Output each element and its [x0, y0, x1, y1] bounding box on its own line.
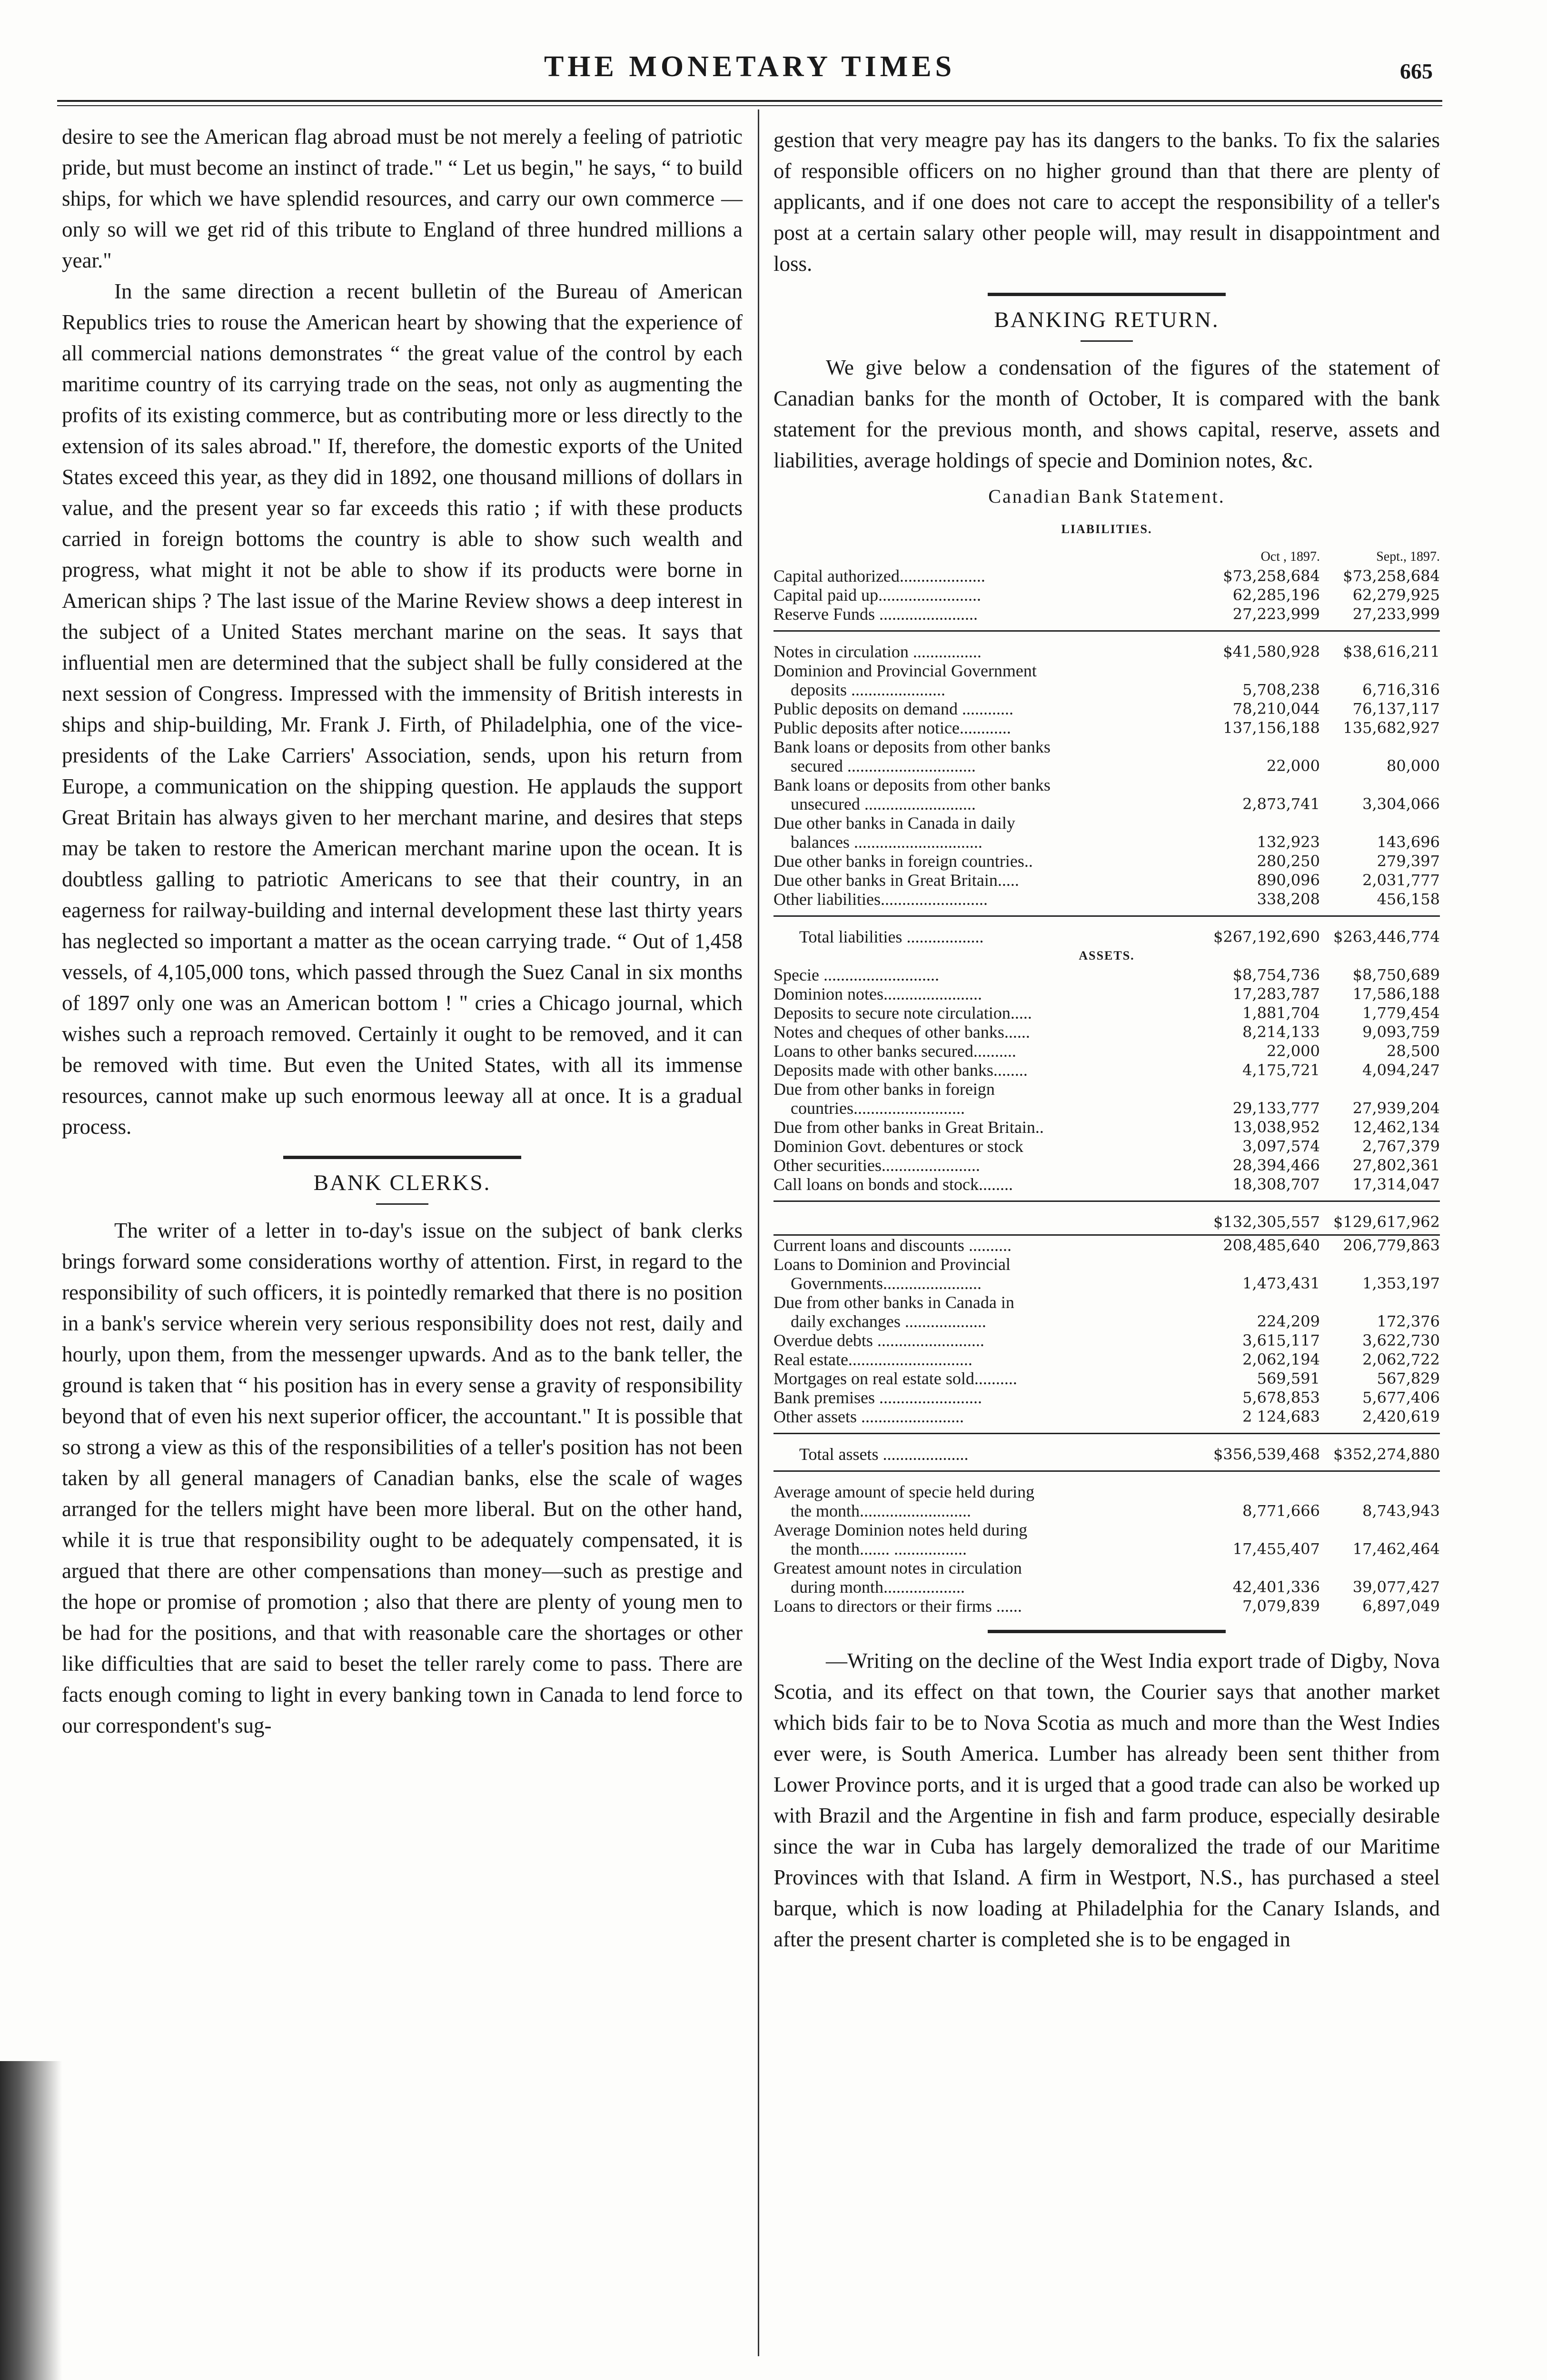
table-row [774, 1331, 1440, 1350]
row-label: Due from other banks in Great Britain.. [774, 1118, 1044, 1137]
value-sept [1320, 1293, 1440, 1312]
section-heading-bank-clerks: BANK CLERKS. [313, 1170, 491, 1195]
row-label: deposits ...................... [774, 680, 946, 699]
value-oct [1200, 1255, 1320, 1274]
row-label: Mortgages on real estate sold.......... [774, 1369, 1017, 1388]
value-oct: 2,062,194 [1242, 1350, 1320, 1368]
table-row [774, 1350, 1440, 1369]
value-oct: 5,678,853 [1242, 1388, 1320, 1407]
row-label: Dominion notes....................... [774, 984, 982, 1003]
table-row [774, 1520, 1440, 1539]
more-assets-rows [774, 1235, 1440, 1427]
table-row [774, 661, 1440, 680]
table-row [774, 566, 1440, 585]
row-label: secured .............................. [774, 756, 976, 775]
assets-rows [774, 965, 1440, 1194]
value-sept: $73,258,684 [1343, 567, 1440, 585]
table-rule [774, 1464, 1440, 1471]
table-row [774, 605, 1440, 624]
row-label: Notes in circulation ................ [774, 642, 982, 661]
value-sept: 6,716,316 [1362, 681, 1440, 699]
liabilities-heading: LIABILITIES. [1061, 522, 1152, 536]
table-rule [774, 624, 1440, 631]
table-row [774, 680, 1440, 699]
value-oct: 137,156,188 [1223, 719, 1320, 737]
value-sept [1320, 775, 1440, 794]
value-oct: 2 124,683 [1242, 1408, 1320, 1426]
value-oct [1200, 1293, 1320, 1312]
table-rule [774, 1231, 1440, 1235]
row-label: Reserve Funds ....................... [774, 605, 978, 624]
value-sept: 456,158 [1377, 890, 1440, 908]
value-sept [1320, 1482, 1440, 1501]
row-label: Dominion and Provincial Government [774, 661, 1037, 680]
value-oct: 338,208 [1257, 890, 1320, 908]
value-sept: 1,779,454 [1362, 1004, 1440, 1022]
value-oct: $267,192,690 [1213, 928, 1320, 946]
value-oct: 62,285,196 [1232, 586, 1320, 604]
section-rule [988, 293, 1226, 296]
value-oct: 22,000 [1267, 1042, 1320, 1060]
value-oct: 2,873,741 [1242, 795, 1320, 813]
value-sept: 2,031,777 [1362, 871, 1440, 889]
table-row [774, 1407, 1440, 1426]
value-sept: 12,462,134 [1352, 1118, 1440, 1136]
value-sept: 9,093,759 [1362, 1023, 1440, 1041]
value-sept [1320, 813, 1440, 833]
assets-subtotal-row [774, 1212, 1440, 1231]
row-label: Other liabilities......................... [774, 890, 988, 909]
row-label: daily exchanges ................... [774, 1312, 986, 1331]
table-row [774, 852, 1440, 871]
table-row [774, 833, 1440, 852]
row-label: Total liabilities .................. [774, 927, 984, 946]
row-label: Loans to Dominion and Provincial [774, 1255, 1011, 1274]
table-row [774, 1577, 1440, 1597]
value-oct: 42,401,336 [1232, 1578, 1320, 1596]
table-row [774, 1137, 1440, 1156]
right-column [774, 125, 1440, 1955]
value-oct: $356,539,468 [1213, 1445, 1320, 1463]
assets-heading: ASSETS. [1079, 949, 1135, 962]
row-label: unsecured .......................... [774, 794, 976, 813]
row-label: Loans to directors or their firms ...... [774, 1597, 1022, 1616]
left-paragraph-3: The writer of a letter in to-day's issue on the subject of bank clerks brings forward some considerations worthy of attention. First, in regard to the responsibility of such officers, it is pointedly remarked that there is no position in a bank's service wherein very serious responsibility does not rest, daily and hourly, upon them, from the messenger upwards. And as to the bank teller, the ground is taken that “ his position has in every sense a gravity of responsibility beyond that of even his next superior officer, the accountant." It is possible that so strong a view as this of the responsibilities of a teller's position has not been taken by all general managers of Canadian banks, else the scale of wages arranged for the tellers might have been more liberal. But on the other hand, while it is true that responsibility ought to be adequately compensated, it is argued that there are other compensations than money—such as prestige and the hope or promise of promotion ; also that there are plenty of young men to be had for the positions, and that with reasonable care the shortages or other like difficulties that are said to beset the teller rarely come to pass. There are facts enough coming to light in every banking town in Canada to lend force to our correspondent's sug- [62, 1219, 743, 1737]
value-sept: 27,802,361 [1352, 1156, 1440, 1174]
value-oct: 1,881,704 [1242, 1004, 1320, 1022]
table-rule [774, 909, 1440, 916]
table-row [774, 984, 1440, 1003]
value-oct: 5,708,238 [1242, 681, 1320, 699]
value-oct: 28,394,466 [1232, 1156, 1320, 1174]
table-row [774, 1369, 1440, 1388]
row-label: Due other banks in Canada in daily [774, 813, 1015, 833]
total-liabilities-row [774, 927, 1440, 946]
row-label: Current loans and discounts .......... [774, 1236, 1012, 1255]
value-oct: 27,223,999 [1232, 605, 1320, 623]
value-oct [1200, 1080, 1320, 1099]
row-label: Greatest amount notes in circulation [774, 1558, 1022, 1577]
value-sept [1320, 737, 1440, 756]
table-row [774, 1501, 1440, 1520]
row-label: Real estate............................. [774, 1350, 972, 1369]
section-rule [283, 1156, 521, 1159]
table-row [774, 737, 1440, 756]
value-sept: 279,397 [1377, 852, 1440, 870]
value-oct: $41,580,928 [1223, 643, 1320, 661]
value-sept: 80,000 [1387, 757, 1440, 775]
value-sept: 8,743,943 [1362, 1502, 1440, 1520]
row-label: Capital paid up........................ [774, 585, 981, 605]
value-sept: 2,420,619 [1362, 1408, 1440, 1426]
row-label: Public deposits on demand ............ [774, 699, 1013, 718]
section-subrule [376, 1203, 428, 1205]
value-oct: 22,000 [1267, 757, 1320, 775]
value-sept: 172,376 [1377, 1312, 1440, 1330]
value-sept: 1,353,197 [1362, 1274, 1440, 1292]
table-row [774, 1041, 1440, 1061]
averages-rows [774, 1482, 1440, 1616]
value-oct: 224,209 [1257, 1312, 1320, 1330]
value-oct [1200, 1520, 1320, 1539]
value-oct: 3,097,574 [1242, 1137, 1320, 1155]
row-label: Other assets ........................ [774, 1407, 964, 1426]
table-row-subtotal [774, 1212, 1440, 1231]
table-row [774, 756, 1440, 775]
table-row [774, 1558, 1440, 1577]
table-title: Canadian Bank Statement. [988, 486, 1225, 507]
row-label: Overdue debts ......................... [774, 1331, 984, 1350]
value-oct [1200, 661, 1320, 680]
row-label: Notes and cheques of other banks...... [774, 1022, 1030, 1041]
value-sept: $352,274,880 [1333, 1445, 1440, 1463]
value-sept: 28,500 [1387, 1042, 1440, 1060]
table-row [774, 699, 1440, 718]
value-sept: $129,617,962 [1333, 1213, 1440, 1231]
row-label [774, 1212, 1200, 1231]
value-sept: 5,677,406 [1362, 1388, 1440, 1407]
value-oct: 4,175,721 [1242, 1061, 1320, 1079]
page-edge-shadow [0, 2061, 62, 2380]
value-sept: 2,767,379 [1362, 1137, 1440, 1155]
header-rule-thin [57, 105, 1442, 106]
section-rule [988, 1630, 1226, 1633]
masthead-title: THE MONETARY TIMES [544, 50, 956, 83]
value-sept: $8,750,689 [1352, 966, 1440, 984]
value-oct: 208,485,640 [1223, 1236, 1320, 1254]
row-label: balances .............................. [774, 833, 982, 852]
value-sept: 3,304,066 [1362, 795, 1440, 813]
column-divider [758, 109, 759, 2356]
row-label: countries.......................... [774, 1099, 965, 1118]
value-sept [1320, 1255, 1440, 1274]
row-label: Deposits to secure note circulation..... [774, 1003, 1032, 1022]
value-sept: 2,062,722 [1362, 1350, 1440, 1368]
bank-statement-table [774, 547, 1440, 1616]
value-oct [1200, 1482, 1320, 1501]
value-sept [1320, 1558, 1440, 1577]
value-sept: 143,696 [1377, 833, 1440, 851]
row-label: the month.......................... [774, 1501, 971, 1520]
value-oct: 569,591 [1257, 1369, 1320, 1388]
table-row [774, 642, 1440, 661]
value-sept: 76,137,117 [1352, 700, 1440, 718]
table-row [774, 1175, 1440, 1194]
value-oct: $132,305,557 [1213, 1213, 1320, 1231]
table-row [774, 1388, 1440, 1407]
table-row-total [774, 927, 1440, 946]
row-label: Public deposits after notice............ [774, 718, 1011, 737]
table-row [774, 871, 1440, 890]
page-number: 665 [1400, 59, 1433, 83]
value-sept: 62,279,925 [1352, 586, 1440, 604]
value-sept: 567,829 [1377, 1369, 1440, 1388]
right-paragraph-3: —Writing on the decline of the West India export trade of Digby, Nova Scotia, and its effect on that town, the Courier says that another market which bids fair to be to Nova Scotia as much and more than the West Indies ever were, is South America. Lumber has already been sent thither from Lower Province ports, and it is urged that a good trade can also be worked up with Brazil and the Argentine in fish and farm produce, especially desirable since the war in Cuba has largely demoralized the trade of our Maritime Provinces with that Island. A firm in Westport, N.S., has purchased a steel barque, which is now loading at Philadelphia for the Canary Islands, and after the present charter is completed she is to be engaged in [774, 1649, 1440, 1951]
table-row [774, 890, 1440, 909]
left-paragraph-1: desire to see the American flag abroad must be not merely a feeling of patriotic pride, but must become an instinct of trade." “ Let us begin," he says, “ to build ships, for which we have splendid resources, and carry our own commerce —only so will we get rid of this tribute to England of three hundred millions a year." [62, 125, 743, 272]
value-sept: 206,779,863 [1343, 1236, 1440, 1254]
row-label: the month....... ................. [774, 1539, 967, 1558]
right-paragraph-1: gestion that very meagre pay has its dangers to the banks. To fix the salaries of responsible officers on no higher ground than that there are plenty of applicants, and if one does not care to accept the responsibility of a teller's post at a certain salary other people will, may result in disappointment and loss. [774, 128, 1440, 276]
table-row [774, 1539, 1440, 1558]
table-row [774, 813, 1440, 833]
row-label: Capital authorized.................... [774, 566, 985, 585]
value-sept: 6,897,049 [1362, 1597, 1440, 1615]
value-oct: 280,250 [1257, 852, 1320, 870]
section-subrule [1081, 340, 1133, 342]
value-oct: $8,754,736 [1232, 966, 1320, 984]
row-label: Dominion Govt. debentures or stock [774, 1137, 1023, 1156]
value-sept: $263,446,774 [1333, 928, 1440, 946]
column-header-oct: Oct , 1897. [1260, 549, 1320, 564]
value-oct [1200, 813, 1320, 833]
section-heading-banking-return: BANKING RETURN. [994, 307, 1220, 332]
table-row [774, 1156, 1440, 1175]
table-rule [774, 1194, 1440, 1201]
value-oct: 17,283,787 [1232, 985, 1320, 1003]
value-sept: 27,939,204 [1352, 1099, 1440, 1117]
value-sept: 27,233,999 [1352, 605, 1440, 623]
value-sept: $38,616,211 [1343, 643, 1440, 661]
table-row [774, 1293, 1440, 1312]
value-sept: 39,077,427 [1352, 1578, 1440, 1596]
row-label: Governments....................... [774, 1274, 982, 1293]
table-row-total [774, 1445, 1440, 1464]
value-oct [1200, 1558, 1320, 1577]
column-header-sept: Sept., 1897. [1376, 549, 1440, 564]
value-oct: 78,210,044 [1232, 700, 1320, 718]
header-rule [57, 100, 1442, 102]
value-oct: 890,096 [1257, 871, 1320, 889]
row-label: Total assets .................... [774, 1445, 969, 1464]
table-row [774, 794, 1440, 813]
table-row [774, 1061, 1440, 1080]
value-oct: 3,615,117 [1242, 1331, 1320, 1349]
row-label: Average amount of specie held during [774, 1482, 1035, 1501]
row-label: Other securities....................... [774, 1156, 980, 1175]
value-sept [1320, 661, 1440, 680]
table-row [774, 1482, 1440, 1501]
value-oct: 18,308,707 [1232, 1175, 1320, 1193]
table-row [774, 1312, 1440, 1331]
value-oct: 13,038,952 [1232, 1118, 1320, 1136]
page-header [57, 50, 1442, 95]
row-label: Bank premises ........................ [774, 1388, 982, 1407]
table-row [774, 1255, 1440, 1274]
table-row [774, 585, 1440, 605]
value-oct: 8,214,133 [1242, 1023, 1320, 1041]
table-row [774, 1274, 1440, 1293]
row-label: Average Dominion notes held during [774, 1520, 1028, 1539]
row-label: Due from other banks in foreign [774, 1080, 995, 1099]
value-sept: 4,094,247 [1362, 1061, 1440, 1079]
table-row [774, 775, 1440, 794]
row-label: Due other banks in Great Britain..... [774, 871, 1019, 890]
table-row [774, 1080, 1440, 1099]
value-sept: 17,314,047 [1352, 1175, 1440, 1193]
value-sept: 17,462,464 [1352, 1540, 1440, 1558]
row-label: Call loans on bonds and stock........ [774, 1175, 1013, 1194]
left-column [62, 121, 743, 1741]
row-label: Bank loans or deposits from other banks [774, 737, 1051, 756]
value-oct: 1,473,431 [1242, 1274, 1320, 1292]
value-sept: 17,586,188 [1352, 985, 1440, 1003]
value-oct [1200, 775, 1320, 794]
value-oct [1200, 737, 1320, 756]
table-row [774, 1118, 1440, 1137]
table-column-header-row [774, 547, 1440, 566]
left-paragraph-2: In the same direction a recent bulletin of the Bureau of American Republics tries to rouse the American heart by showing that the experience of all commercial nations demonstrates “ the great value of the control by each maritime country of its carrying trade on the seas, not only as augmenting the profits of its existing commerce, but as contributing more or less directly to the extension of its sales abroad." If, therefore, the domestic exports of the United States exceed this year, as they did in 1892, one thousand millions of dollars in value, and the present year so far exceeds this ratio ; if with these products carried in foreign bottoms the country is able to show such wealth and progress, what might it not be able to show if its products were borne in American ships ? The last issue of the Marine Review shows a deep interest in the subject of a United States merchant marine on the seas. It says that influential men are determined that the subject shall be fully considered at the next session of Congress. Impressed with the immensity of British interests in ships and ship-building, Mr. Frank J. Firth, of Philadelphia, one of the vice-presidents of the Lake Carriers' Association, sends, upon his return from Europe, a communication on the shipping question. He applauds the support Great Britain has always given to her merchant marine, and desires that steps may be taken to restore the American merchant marine upon the ocean. It is doubtless galling to patriotic Americans to see that their country, in an eagerness for railway-building and internal development these last thirty years has neglected so important a matter as the ocean carrying trade. “ Out of 1,458 vessels, of 4,105,000 tons, which passed through the Suez Canal in six months of 1897 only one was an American bottom ! " cries a Chicago journal, which wishes such a reproach removed. Certainly it ought to be removed, and it can be removed with time. But even the United States, with all its immense resources, cannot make up such enormous leeway all at once. It is a gradual process. [62, 279, 743, 1139]
table-row [774, 718, 1440, 737]
value-oct: 17,455,407 [1232, 1540, 1320, 1558]
row-label: Due from other banks in Canada in [774, 1293, 1014, 1312]
table-rule [774, 1426, 1440, 1434]
value-oct: 132,923 [1257, 833, 1320, 851]
value-oct: 8,771,666 [1242, 1502, 1320, 1520]
table-row [774, 1235, 1440, 1255]
value-oct: 7,079,839 [1242, 1597, 1320, 1615]
row-label: Loans to other banks secured.......... [774, 1041, 1016, 1061]
row-label: Deposits made with other banks........ [774, 1061, 1028, 1080]
table-row [774, 1099, 1440, 1118]
value-sept: 135,682,927 [1343, 719, 1440, 737]
value-oct: 29,133,777 [1232, 1099, 1320, 1117]
table-row [774, 1022, 1440, 1041]
right-paragraph-2: We give below a condensation of the figures of the statement of Canadian banks for the month of October, It is compared with the bank statement for the previous month, and shows capital, reserve, assets and liabilities, average holdings of specie and Dominion notes, &c. [774, 356, 1440, 472]
table-row [774, 1597, 1440, 1616]
value-sept [1320, 1080, 1440, 1099]
capital-rows [774, 566, 1440, 624]
row-label: during month................... [774, 1577, 965, 1597]
row-label: Due other banks in foreign countries.. [774, 852, 1033, 871]
row-label: Bank loans or deposits from other banks [774, 775, 1051, 794]
value-sept: 3,622,730 [1362, 1331, 1440, 1349]
table-row [774, 1003, 1440, 1022]
value-oct: $73,258,684 [1223, 567, 1320, 585]
liabilities-rows [774, 642, 1440, 909]
value-sept [1320, 1520, 1440, 1539]
total-assets-row [774, 1445, 1440, 1464]
table-row [774, 965, 1440, 984]
row-label: Specie ........................... [774, 965, 939, 984]
